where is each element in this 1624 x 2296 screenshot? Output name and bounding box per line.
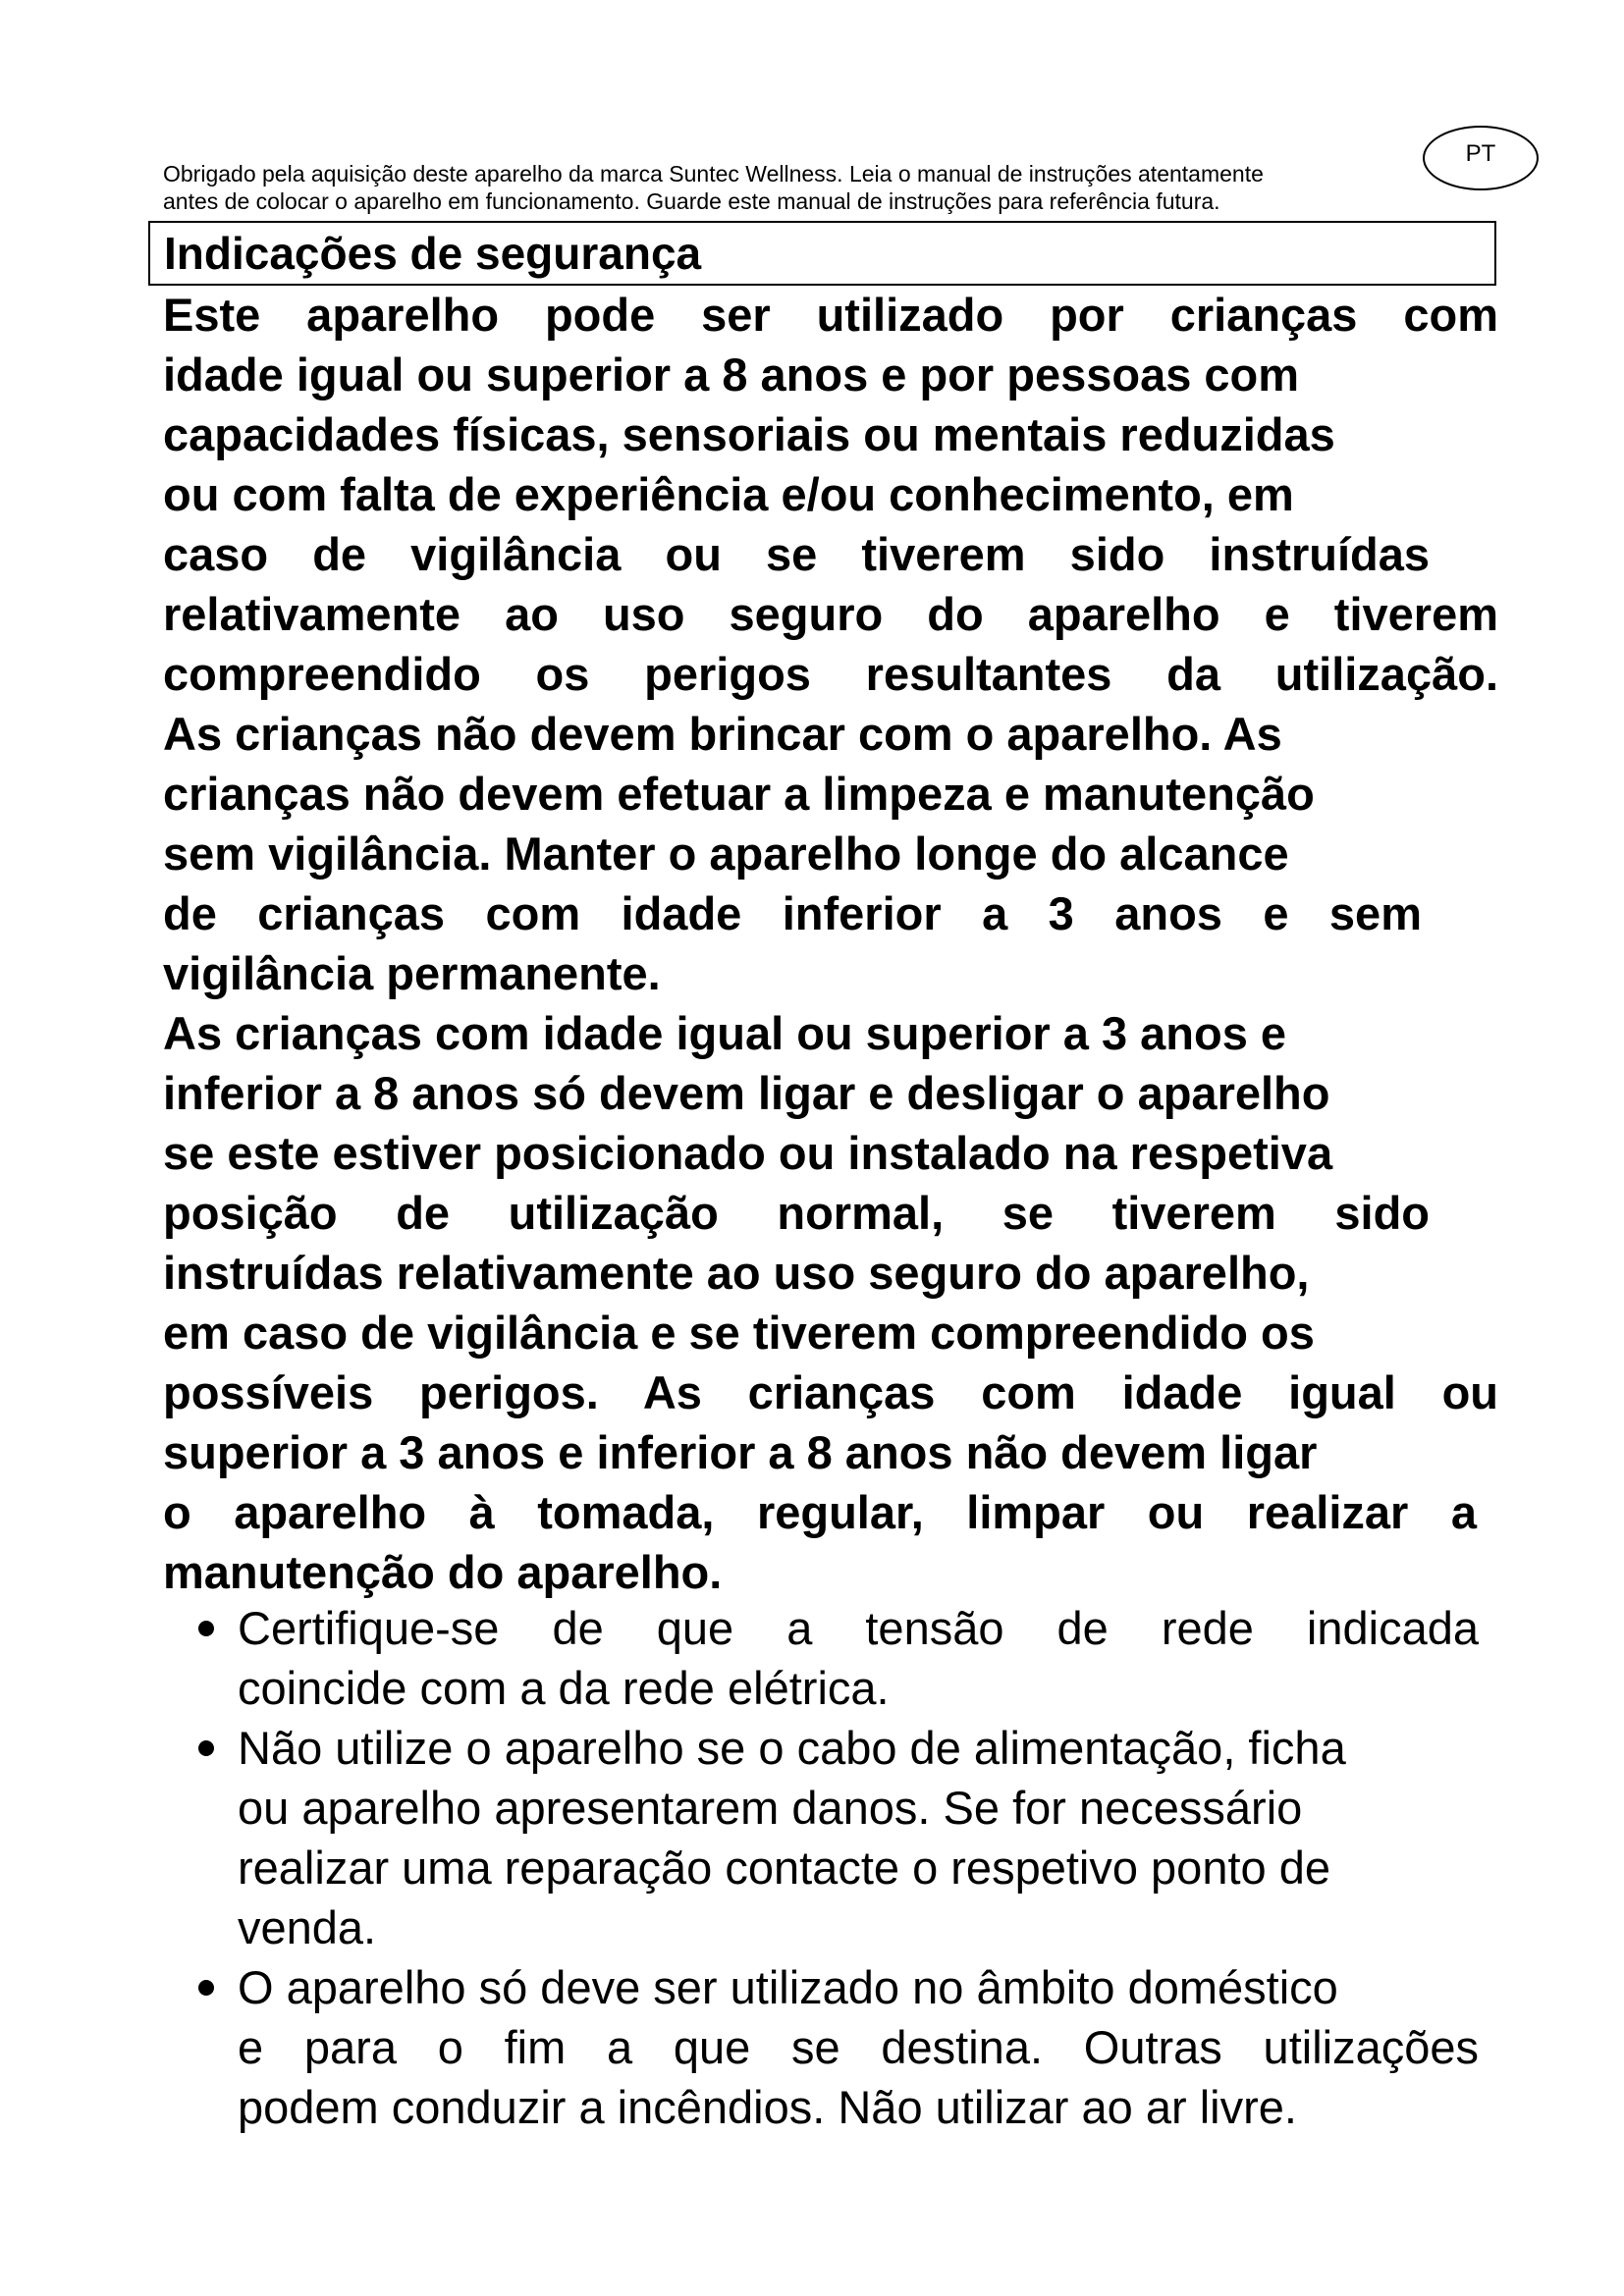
bullet-icon (198, 1621, 214, 1636)
warning-line: posição de utilização normal, se tiverem sido (163, 1187, 1430, 1239)
warning-line: instruídas relativamente ao uso seguro do aparelho, (163, 1247, 1310, 1299)
warning-line: superior a 3 anos e inferior a 8 anos não devem ligar (163, 1426, 1318, 1478)
bullet-line: realizar uma reparação contacte o respetivo ponto de (238, 1842, 1330, 1894)
bullet-line: Não utilize o aparelho se o cabo de alimentação, ficha (238, 1722, 1346, 1774)
bullet-line: podem conduzir a incêndios. Não utilizar ao ar livre. (238, 2081, 1297, 2133)
warning-line: crianças não devem efetuar a limpeza e manutenção (163, 768, 1315, 820)
bullet-line: ou aparelho apresentarem danos. Se for necessário (238, 1782, 1303, 1834)
warning-line: capacidades físicas, sensoriais ou mentais reduzidas (163, 408, 1335, 460)
warning-line: relativamente ao uso seguro do aparelho e tiverem (163, 588, 1498, 640)
bullet-line: e para o fim a que se destina. Outras utilizações (238, 2021, 1479, 2073)
warning-line: sem vigilância. Manter o aparelho longe do alcance (163, 828, 1289, 880)
safety-bullet-list (163, 1598, 1479, 2137)
warning-line: As crianças com idade igual ou superior a 3 anos e (163, 1007, 1287, 1059)
list-item (163, 1957, 1479, 2137)
warning-line: o aparelho à tomada, regular, limpar ou realizar a (163, 1486, 1477, 1538)
warning-line: vigilância permanente. (163, 947, 661, 999)
warning-line: As crianças não devem brincar com o aparelho. As (163, 708, 1282, 760)
list-item (163, 1598, 1479, 1718)
intro-text (163, 160, 1430, 215)
warning-line: Este aparelho pode ser utilizado por crianças com (163, 289, 1498, 341)
warning-line: idade igual ou superior a 8 anos e por pessoas com (163, 348, 1300, 400)
safety-warning-paragraph (163, 285, 1498, 1602)
bullet-line: O aparelho só deve ser utilizado no âmbito doméstico (238, 1961, 1338, 2013)
list-item (163, 1718, 1479, 1957)
warning-line: manutenção do aparelho. (163, 1546, 723, 1598)
warning-line: em caso de vigilância e se tiverem compreendido os (163, 1307, 1315, 1359)
warning-line: possíveis perigos. As crianças com idade igual ou (163, 1366, 1498, 1418)
warning-line: caso de vigilância ou se tiverem sido instruídas (163, 528, 1430, 580)
warning-line: se este estiver posicionado ou instalado na respetiva (163, 1127, 1333, 1179)
warning-line: de crianças com idade inferior a 3 anos e sem (163, 887, 1422, 939)
bullet-line: venda. (238, 1901, 377, 1953)
warning-line: compreendido os perigos resultantes da utilização. (163, 648, 1498, 700)
bullet-icon (198, 1980, 214, 1996)
section-heading-box (148, 221, 1496, 286)
warning-line: ou com falta de experiência e/ou conhecimento, em (163, 468, 1294, 520)
warning-line: inferior a 8 anos só devem ligar e desligar o aparelho (163, 1067, 1330, 1119)
language-badge: PT (1423, 126, 1539, 190)
intro-line: antes de colocar o aparelho em funcionamento. Guarde este manual de instruções para referência futura. (163, 188, 1220, 214)
bullet-line: Certifique-se de que a tensão de rede indicada (238, 1602, 1479, 1654)
bullet-line: coincide com a da rede elétrica. (238, 1662, 890, 1714)
intro-line: Obrigado pela aquisição deste aparelho da marca Suntec Wellness. Leia o manual de instruções atentamente (163, 161, 1264, 187)
bullet-icon (198, 1740, 214, 1756)
section-heading: Indicações de segurança (164, 228, 702, 279)
